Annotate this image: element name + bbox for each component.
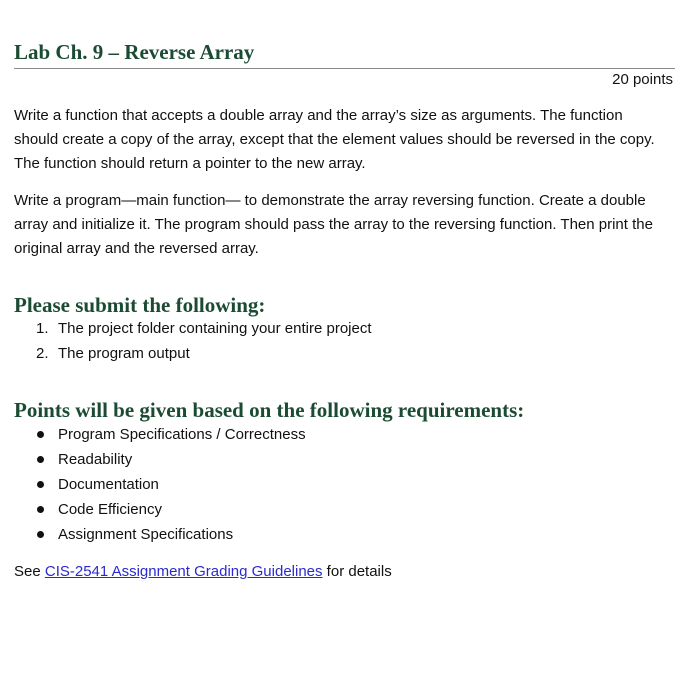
list-item-text: Assignment Specifications [58, 526, 234, 543]
list-item-text: Readability [58, 451, 133, 468]
bullet-icon [37, 431, 44, 438]
lab-title: Lab Ch. 9 – Reverse Array [14, 40, 255, 64]
list-item-text: The program output [58, 345, 190, 362]
footer-suffix: for details [322, 563, 392, 580]
points-label: 20 points [612, 71, 673, 88]
bullet-icon [37, 506, 44, 513]
function-description: Write a function that accepts a double array and the array’s size as arguments. The function should create a copy of the array, except that the element values should be reversed in the copy. The function should return a pointer to the new array. [14, 107, 655, 172]
list-item-text: The project folder containing your entire project [58, 320, 372, 337]
bullet-icon [37, 456, 44, 463]
grading-guidelines-link[interactable]: CIS-2541 Assignment Grading Guidelines [44, 563, 323, 580]
footer-note [14, 560, 392, 584]
list-item-text: Code Efficiency [58, 501, 162, 518]
list-number: 2. [36, 345, 49, 362]
list-number: 1. [36, 320, 49, 337]
submit-heading: Please submit the following: [14, 293, 266, 317]
bullet-icon [37, 481, 44, 488]
title-divider [14, 68, 675, 69]
requirements-heading: Points will be given based on the following requirements: [14, 398, 525, 422]
list-item-text: Program Specifications / Correctness [58, 426, 306, 443]
bullet-icon [37, 531, 44, 538]
footer-prefix: See [14, 563, 45, 580]
program-description: Write a program—main function— to demonstrate the array reversing function. Create a double array and initialize it. The program should pass the array to the reversing function. Then print the original array and the reversed array. [14, 192, 653, 257]
list-item-text: Documentation [58, 476, 159, 493]
